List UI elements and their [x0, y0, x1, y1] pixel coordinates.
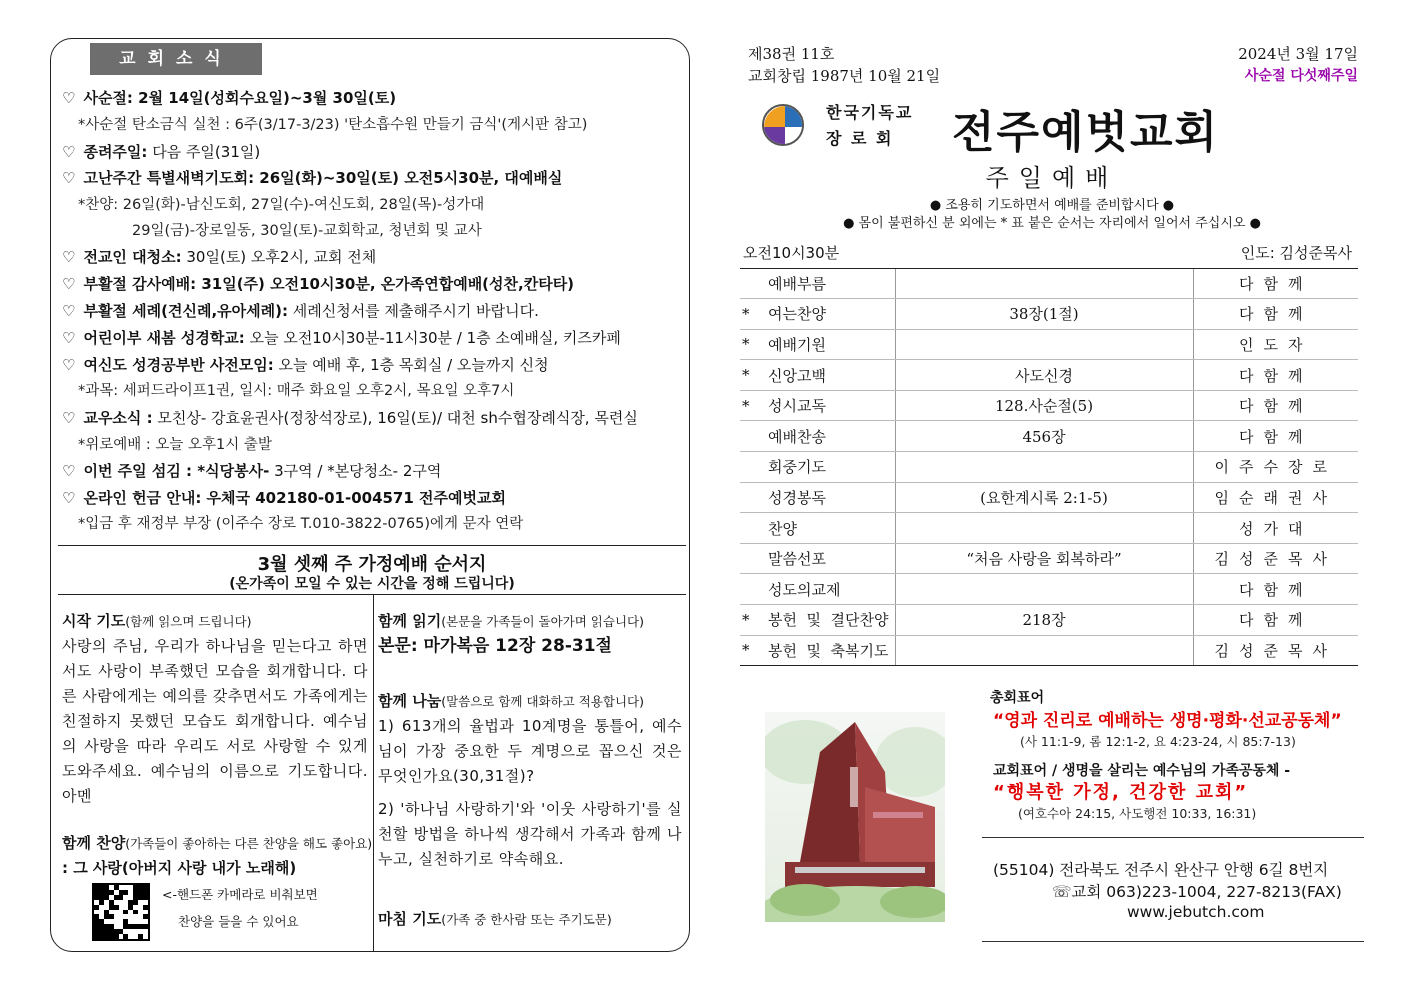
sharing-section — [378, 689, 682, 872]
order-item: 말씀선포 — [762, 543, 895, 574]
volume-number: 제38권 11호 — [748, 45, 835, 63]
order-detail: 456장 — [895, 421, 1193, 452]
order-detail: 사도신경 — [895, 360, 1193, 391]
news-heading: 어린이부 새봄 성경학교: — [83, 329, 245, 347]
order-item: 성도의교제 — [762, 574, 895, 605]
order-detail: 38장(1절) — [895, 299, 1193, 330]
news-heading: 전교인 대청소: — [83, 248, 182, 266]
worship-order-row — [740, 268, 1358, 299]
sharing-question-2: 2) '하나님 사랑하기'와 '이웃 사랑하기'를 실천할 방법을 하나씩 생각해서 가족과 함께 나누고, 실천하기로 약속해요. — [378, 800, 682, 868]
news-sub-line — [78, 115, 587, 135]
news-text: 3구역 / *본당청소- 2구역 — [269, 462, 442, 480]
news-item — [62, 488, 506, 508]
news-sub-line — [78, 514, 523, 534]
worship-order-row — [740, 329, 1358, 360]
notice-line: ● 조용히 기도하면서 예배를 준비합시다 ● — [929, 198, 1175, 213]
closing-prayer-note: (가족 중 한사람 또는 주기도문) — [441, 912, 612, 927]
heart-icon: ♡ — [62, 409, 76, 427]
news-sub-text: *과목: 세퍼드라이프1권, 일시: 매주 화요일 오후2시, 목요일 오후7시 — [78, 383, 515, 399]
order-star: * — [740, 605, 762, 636]
order-star: * — [740, 299, 762, 330]
order-item: 신앙고백 — [762, 360, 895, 391]
order-leader: 다함께 — [1193, 268, 1358, 299]
qr-code[interactable] — [92, 883, 150, 941]
worship-order-row — [740, 574, 1358, 605]
church-news-tab: 교회소식 — [90, 43, 262, 75]
worship-order-row — [740, 543, 1358, 574]
order-leader: 다함께 — [1193, 360, 1358, 391]
news-heading: 온라인 헌금 안내: 우체국 402180-01-004571 전주예벗교회 — [83, 489, 506, 507]
general-assembly-motto-label: 총회표어 — [990, 690, 1045, 706]
order-leader: 다함께 — [1193, 574, 1358, 605]
news-item — [62, 274, 574, 294]
church-motto-label: 교회표어 / 생명을 살리는 예수님의 가족공동체 - — [993, 763, 1291, 779]
hymn-label: 함께 찬양 — [62, 834, 126, 852]
sharing-note: (말씀으로 함께 대화하고 적용합니다) — [441, 694, 644, 709]
service-title: 주일예배 — [985, 164, 1119, 192]
news-sub-line — [78, 435, 272, 455]
order-detail: 218장 — [895, 605, 1193, 636]
news-item — [62, 461, 441, 481]
order-leader: 임순래권사 — [1193, 482, 1358, 513]
opening-prayer-label: 시작 기도 — [62, 612, 126, 630]
news-sub-line — [132, 221, 482, 241]
church-motto-reference: (여호수아 24:15, 사도행전 10:33, 16:31) — [1018, 806, 1257, 821]
bulletin-date: 2024년 3월 17일 — [1238, 45, 1358, 63]
service-leader: 인도: 김성준목사 — [1193, 238, 1358, 268]
reading-section — [378, 609, 682, 659]
order-detail — [895, 513, 1193, 544]
worship-order-row — [740, 482, 1358, 513]
order-detail — [895, 329, 1193, 360]
news-sub-line — [78, 381, 514, 401]
reading-label: 함께 읽기 — [378, 612, 442, 630]
church-website[interactable]: www.jebutch.com — [1127, 903, 1265, 921]
qr-note: <-핸드폰 카메라로 비춰보면 — [162, 887, 318, 902]
order-detail: “처음 사랑을 회복하라” — [895, 543, 1193, 574]
heart-icon: ♡ — [62, 169, 76, 187]
order-detail — [895, 635, 1193, 666]
news-text: 모친상- 강효윤권사(정창석장로), 16일(토)/ 대천 sh수협장례식장, 목련실 — [152, 409, 638, 427]
order-star — [740, 268, 762, 299]
worship-order-row — [740, 513, 1358, 544]
reading-note: (본문을 가족들이 돌아가며 읽습니다) — [441, 614, 644, 629]
order-leader: 인도자 — [1193, 329, 1358, 360]
order-detail: 128.사순절(5) — [895, 390, 1193, 421]
order-detail: (요한계시록 2:1-5) — [895, 482, 1193, 513]
order-detail — [895, 268, 1193, 299]
heart-icon: ♡ — [62, 329, 76, 347]
news-text: 31일(주) 오전10시30분, 온가족연합예배(성찬,칸타타) — [196, 275, 575, 293]
news-item — [62, 328, 621, 348]
news-sub-line — [78, 195, 484, 215]
hymn-title: : 그 사랑(아버지 사랑 내가 노래해) — [62, 859, 297, 877]
news-item — [62, 88, 396, 108]
order-leader: 다함께 — [1193, 390, 1358, 421]
news-sub-text: 29일(금)-장로일동, 30일(토)-교회학교, 청년회 및 교사 — [132, 223, 482, 239]
column-divider — [373, 594, 374, 952]
order-star: * — [740, 390, 762, 421]
heart-icon: ♡ — [62, 356, 76, 374]
sharing-label: 함께 나눔 — [378, 692, 442, 710]
heart-icon: ♡ — [62, 89, 76, 107]
general-assembly-motto: “영과 진리로 예배하는 생명·평화·선교공동체” — [993, 711, 1342, 731]
news-item — [62, 355, 549, 375]
news-item — [62, 168, 562, 188]
news-text: 다음 주일(31일) — [147, 143, 261, 161]
news-sub-text: *위로예배 : 오늘 오후1시 출발 — [78, 437, 272, 453]
worship-order-row — [740, 299, 1358, 330]
news-heading: 종려주일: — [83, 143, 148, 161]
order-leader: 성가대 — [1193, 513, 1358, 544]
news-heading: 이번 주일 섬김 : *식당봉사- — [83, 462, 270, 480]
order-star — [740, 543, 762, 574]
news-heading: 교우소식 : — [83, 409, 153, 427]
news-text: 2월 14일(성회수요일)~3월 30일(토) — [132, 89, 397, 107]
order-leader: 이주수장로 — [1193, 452, 1358, 483]
heart-icon: ♡ — [62, 143, 76, 161]
order-item: 성경봉독 — [762, 482, 895, 513]
order-star: * — [740, 360, 762, 391]
news-text: 오늘 오전10시30분-11시30분 / 1층 소예배실, 키즈카페 — [244, 329, 621, 347]
order-leader: 다함께 — [1193, 605, 1358, 636]
order-star: * — [740, 329, 762, 360]
opening-prayer-text: 사랑의 주님, 우리가 하나님을 믿는다고 하면서도 사랑이 부족했던 모습을 회개합니다. 다른 사람에게는 예의를 갖추면서도 가족에게는 친절하지 못했던 모습도 회개합니다. 예수님의 사랑을 따라 우리도 서로 사랑할 수 있게 도와주세요. 예수님의 이름으로 기도합니다. 아멘 — [62, 637, 368, 805]
order-item: 봉헌 및 축복기도 — [762, 635, 895, 666]
denomination-line: 장 로 회 — [826, 129, 894, 148]
liturgical-season: 사순절 다섯째주일 — [1244, 68, 1358, 84]
heart-icon: ♡ — [62, 462, 76, 480]
hymn-section — [62, 831, 372, 881]
news-item — [62, 301, 539, 321]
order-item: 찬양 — [762, 513, 895, 544]
church-motto: “행복한 가정, 건강한 교회” — [993, 782, 1249, 803]
worship-order-row — [740, 421, 1358, 452]
news-heading: 여신도 성경공부반 사전모임: — [83, 356, 274, 374]
family-worship-subtitle: (온가족이 모일 수 있는 시간을 정해 드립니다) — [229, 576, 515, 592]
order-star — [740, 482, 762, 513]
news-heading: 고난주간 특별새벽기도회: — [83, 169, 255, 187]
church-building-photo — [765, 712, 945, 922]
order-item: 예배찬송 — [762, 421, 895, 452]
opening-prayer-note: (함께 읽으며 드립니다) — [125, 614, 252, 629]
news-item — [62, 247, 376, 267]
church-phone: ☏교회 063)223-1004, 227-8213(FAX) — [1052, 883, 1342, 901]
news-heading: 부활절 세례(견신례,유아세례): — [83, 302, 288, 320]
news-sub-text: *찬양: 26일(화)-남신도회, 27일(수)-여신도회, 28일(목)-성가대 — [78, 197, 485, 213]
news-sub-text: *사순절 탄소금식 실천 : 6주(3/17-3/23) '탄소흡수원 만들기 금식'(게시판 참고) — [78, 117, 588, 133]
order-item: 회중기도 — [762, 452, 895, 483]
news-text: 세례신청서를 제출해주시기 바랍니다. — [287, 302, 539, 320]
order-item: 봉헌 및 결단찬양 — [762, 605, 895, 636]
heart-icon: ♡ — [62, 275, 76, 293]
divider — [982, 941, 1364, 942]
order-detail — [895, 574, 1193, 605]
church-logo — [762, 104, 804, 146]
order-leader: 김성준목사 — [1193, 635, 1358, 666]
worship-order-row — [740, 635, 1358, 666]
news-text: 26일(화)~30일(토) 오전5시30분, 대예배실 — [254, 169, 563, 187]
closing-prayer-label: 마침 기도 — [378, 910, 442, 928]
reading-text: 본문: 마가복음 12장 28-31절 — [378, 636, 612, 656]
order-item: 성시교독 — [762, 390, 895, 421]
worship-order-table — [740, 238, 1358, 666]
notice-line: ● 몸이 불편하신 분 외에는 * 표 붙은 순서는 자리에서 일어서 주십시오 ● — [843, 216, 1261, 231]
sharing-question-1: 1) 613개의 율법과 10계명을 통틀어, 예수님이 가장 중요한 두 계명으로 꼽으신 것은 무엇인가요(30,31절)? — [378, 717, 682, 785]
church-name: 전주예벗교회 — [952, 107, 1220, 158]
worship-order-row — [740, 360, 1358, 391]
family-worship-title: 3월 셋째 주 가정예배 순서지 — [257, 554, 487, 575]
order-item: 여는찬양 — [762, 299, 895, 330]
denomination — [826, 100, 913, 152]
order-star — [740, 513, 762, 544]
qr-note: 찬양을 들을 수 있어요 — [178, 914, 299, 929]
news-text: 오늘 예배 후, 1층 목회실 / 오늘까지 신청 — [273, 356, 549, 374]
service-time: 오전10시30분 — [740, 238, 1193, 268]
closing-prayer — [378, 907, 682, 932]
motto-reference: (사 11:1-9, 롬 12:1-2, 요 4:23-24, 시 85:7-13) — [1020, 734, 1296, 749]
divider — [58, 545, 686, 546]
worship-order-row — [740, 390, 1358, 421]
news-heading: 부활절 감사예배: — [83, 275, 197, 293]
worship-order-row — [740, 452, 1358, 483]
divider — [982, 837, 1364, 838]
order-detail — [895, 452, 1193, 483]
order-star — [740, 452, 762, 483]
heart-icon: ♡ — [62, 248, 76, 266]
news-item — [62, 408, 638, 428]
news-text: 30일(토) 오후2시, 교회 전체 — [181, 248, 377, 266]
news-sub-text: *입금 후 재정부 부장 (이주수 장로 T.010-3822-0765)에게 문자 연락 — [78, 516, 524, 532]
order-leader: 다함께 — [1193, 421, 1358, 452]
order-leader: 다함께 — [1193, 299, 1358, 330]
order-item: 예배기원 — [762, 329, 895, 360]
order-star: * — [740, 635, 762, 666]
order-leader: 김성준목사 — [1193, 543, 1358, 574]
news-item — [62, 142, 260, 162]
heart-icon: ♡ — [62, 302, 76, 320]
denomination-line: 한국기독교 — [826, 103, 914, 122]
worship-order-row — [740, 605, 1358, 636]
hymn-note: (가족들이 좋아하는 다른 찬양을 해도 좋아요) — [125, 836, 373, 851]
order-item: 예배부름 — [762, 268, 895, 299]
news-heading: 사순절: — [83, 89, 133, 107]
order-star — [740, 574, 762, 605]
order-star — [740, 421, 762, 452]
divider — [58, 594, 686, 595]
church-address: (55104) 전라북도 전주시 완산구 안행 6길 8번지 — [993, 861, 1329, 879]
heart-icon: ♡ — [62, 489, 76, 507]
opening-prayer — [62, 609, 368, 809]
founding-date: 교회창립 1987년 10월 21일 — [748, 67, 941, 85]
